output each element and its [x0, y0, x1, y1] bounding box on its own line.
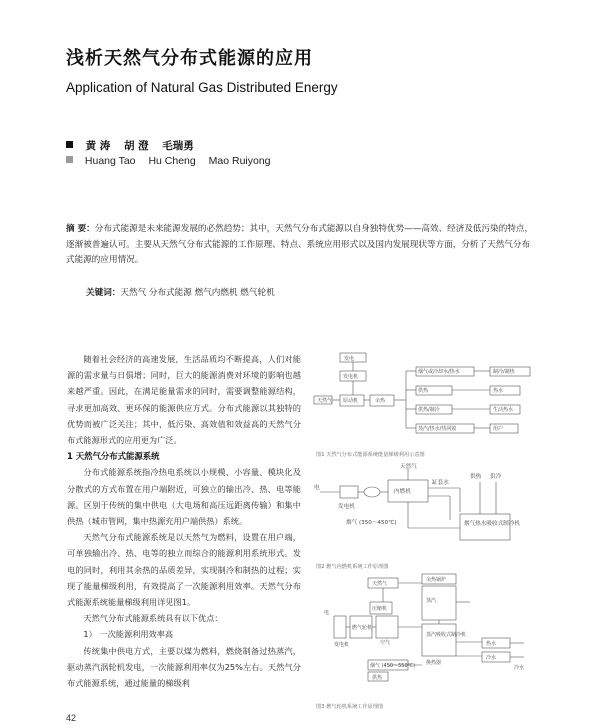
fig2-exhaust-label: 烟气 (350～450℃): [346, 520, 397, 526]
fig3-air-label: 空气: [380, 640, 391, 646]
authors-cn: [66, 138, 204, 153]
abstract-label: 摘 要：: [66, 224, 95, 234]
fig3-steam-label: 蒸汽: [426, 598, 437, 604]
figure-2: [310, 462, 540, 562]
fig3-hrsg-label: 余热锅炉: [426, 577, 447, 583]
abstract-text: 分布式能源是未来能源发展的必然趋势；其中，天然气分布式能源以自身独特优势——高效、经济及低污染的特点，逐渐被普遍认可。主要从天然气分布式能源的工作原理、特点、系统应用形式以及国内发展现状等方面，分析了天然气分布式能源的应用情况。: [66, 224, 534, 265]
fig2-generator-label: 发电机: [338, 504, 355, 510]
author-en-2: Hu Cheng: [148, 155, 196, 167]
section-heading-1: 1 天然气分布式能源系统: [67, 451, 160, 462]
fig1-generator-unit-label: 发电机: [343, 374, 359, 380]
paragraph-advantages: 天然气分布式能源系统具有以下优点：: [83, 613, 223, 624]
author-en-1: Huang Tao: [84, 155, 136, 167]
figure-1: [310, 350, 540, 450]
keywords-text: 天然气 分布式能源 燃气内燃机 燃气轮机: [120, 288, 275, 298]
fig3-gas-label: 天然气: [372, 581, 388, 587]
figure-1-diagram: [310, 350, 540, 446]
paragraph-definition: 分布式能源系统指冷热电系统以小规模、小容量、模块化及分散式的方式布置在用户端附近，可独立的输出冷、热、电等能源。区别于传统的集中供电（大电场和高压远距离传输）和集中供热（城市管网，集中热源充用户端供热）系统。: [67, 467, 301, 527]
keywords: [86, 286, 275, 298]
fig3-chiller-label: 蒸汽吸收式制冷机: [426, 632, 467, 638]
fig2-supply-cool-label: 供冷: [490, 474, 502, 480]
fig2-supply-heat-label: 供热: [470, 474, 482, 480]
fig1-out1b-label: 制冷/制热: [493, 369, 515, 375]
fig1-generator-label: 发电: [344, 356, 355, 362]
fig1-out1-label: 烟气或冷却水/热水: [418, 369, 460, 375]
fig3-compressor-label: 压缩机: [372, 606, 388, 612]
fig1-out3-label: 供热/制冷: [418, 407, 440, 413]
fig3-exhaust-label: 烟气 (450～550℃): [370, 663, 416, 669]
author-en-3: Mao Ruiyong: [208, 155, 271, 167]
fig1-out4b-label: 用户: [493, 426, 504, 432]
author-cn-1: 黄 涛: [85, 140, 111, 152]
black-square-icon: [66, 141, 73, 148]
fig1-waste-heat-label: 余热: [375, 398, 386, 404]
fig3-hot-label: 热水: [486, 641, 497, 647]
paragraph-system: 天然气分布式能源系统是以天然气为燃料，设置在用户端，可单独输出冷、热、电等的独立而综合的能源利用系统形式。发电的同时，利用其余热的品质差异，实现制冷和制热的过程；实现了能量梯级利用，有效提高了一次能源利用效率。天然气分布式能源系统能量梯级利用详见图1。: [67, 532, 301, 608]
fig3-cold-label: 冷水: [486, 655, 497, 661]
body-column: [67, 351, 301, 691]
title-cn: 浅析天然气分布式能源的应用: [66, 48, 313, 69]
fig3-user-cool-label: 冷水: [514, 665, 525, 671]
fig2-chiller-label: 烟气热水吸收式制冷机: [464, 521, 520, 527]
abstract: [66, 222, 536, 269]
paragraph-intro: 随着社会经济的高速发展，生活品质均不断提高，人们对能源的需求量与日俱增；同时，巨大的能源消费对环境的影响也越来越严重。因此，在满足能量需求的同时，需要调整能源结构，寻求更加高效、更环保的能源供应方式。分布式能源以其独特的优势而被广泛关注；其中，低污染、高效值和效益高的天然气分布式能源形式的应用更为广泛。: [67, 354, 301, 446]
fig1-out2b-label: 热水: [493, 388, 504, 394]
keywords-label: 关键词：: [86, 288, 121, 298]
figure-3-diagram: [310, 572, 540, 698]
page-number: 42: [66, 713, 77, 723]
fig2-gas-label: 天然气: [400, 464, 417, 470]
author-cn-2: 胡 澄: [123, 140, 149, 152]
figure-3: [310, 572, 540, 700]
figure-3-caption: 图3 燃气轮机系统工作原理图: [316, 704, 384, 710]
figure-2-diagram: [310, 462, 540, 560]
paragraph-efficiency: 传统集中供电方式，主要以煤为燃料，燃烧制备过热蒸汽，驱动蒸汽涡轮机发电，一次能源利用率仅为25%左右。天然气分布式能源系统，通过能量的梯级利: [67, 645, 301, 689]
figure-1-caption: 图1 天然气分布式能源系统能量梯级利用示意图: [316, 452, 425, 458]
fig1-out2-label: 供热: [418, 388, 429, 394]
author-cn-3: 毛瑞勇: [162, 140, 194, 152]
fig3-turbine-label: 燃气轮机: [352, 625, 373, 631]
fig1-gas-label: 天然气: [317, 398, 333, 404]
fig3-hx-label: 换热器: [426, 660, 442, 666]
fig1-out3b-label: 生活热水: [493, 407, 514, 413]
grey-square-icon: [66, 156, 73, 163]
fig3-user-heat-label: 供热: [372, 675, 383, 681]
title-en: Application of Natural Gas Distributed Energy: [66, 80, 338, 95]
authors-en: [66, 155, 281, 167]
fig3-generator-label: 发电机: [334, 642, 350, 648]
figure-2-caption: 图2 燃气内燃机系统工作原理图: [316, 564, 389, 570]
fig2-jacket-label: 缸套水: [432, 480, 449, 486]
fig1-out4-label: 蒸汽/热水/热回收: [418, 426, 457, 432]
list-item-1: 1） 一次能源利用效率高: [83, 629, 174, 640]
fig2-electric-label: 电: [314, 485, 320, 491]
fig1-prime-mover-label: 原动机: [343, 398, 359, 404]
fig2-engine-label: 内燃机: [394, 489, 411, 495]
fig3-electric-label: 电: [324, 610, 330, 616]
